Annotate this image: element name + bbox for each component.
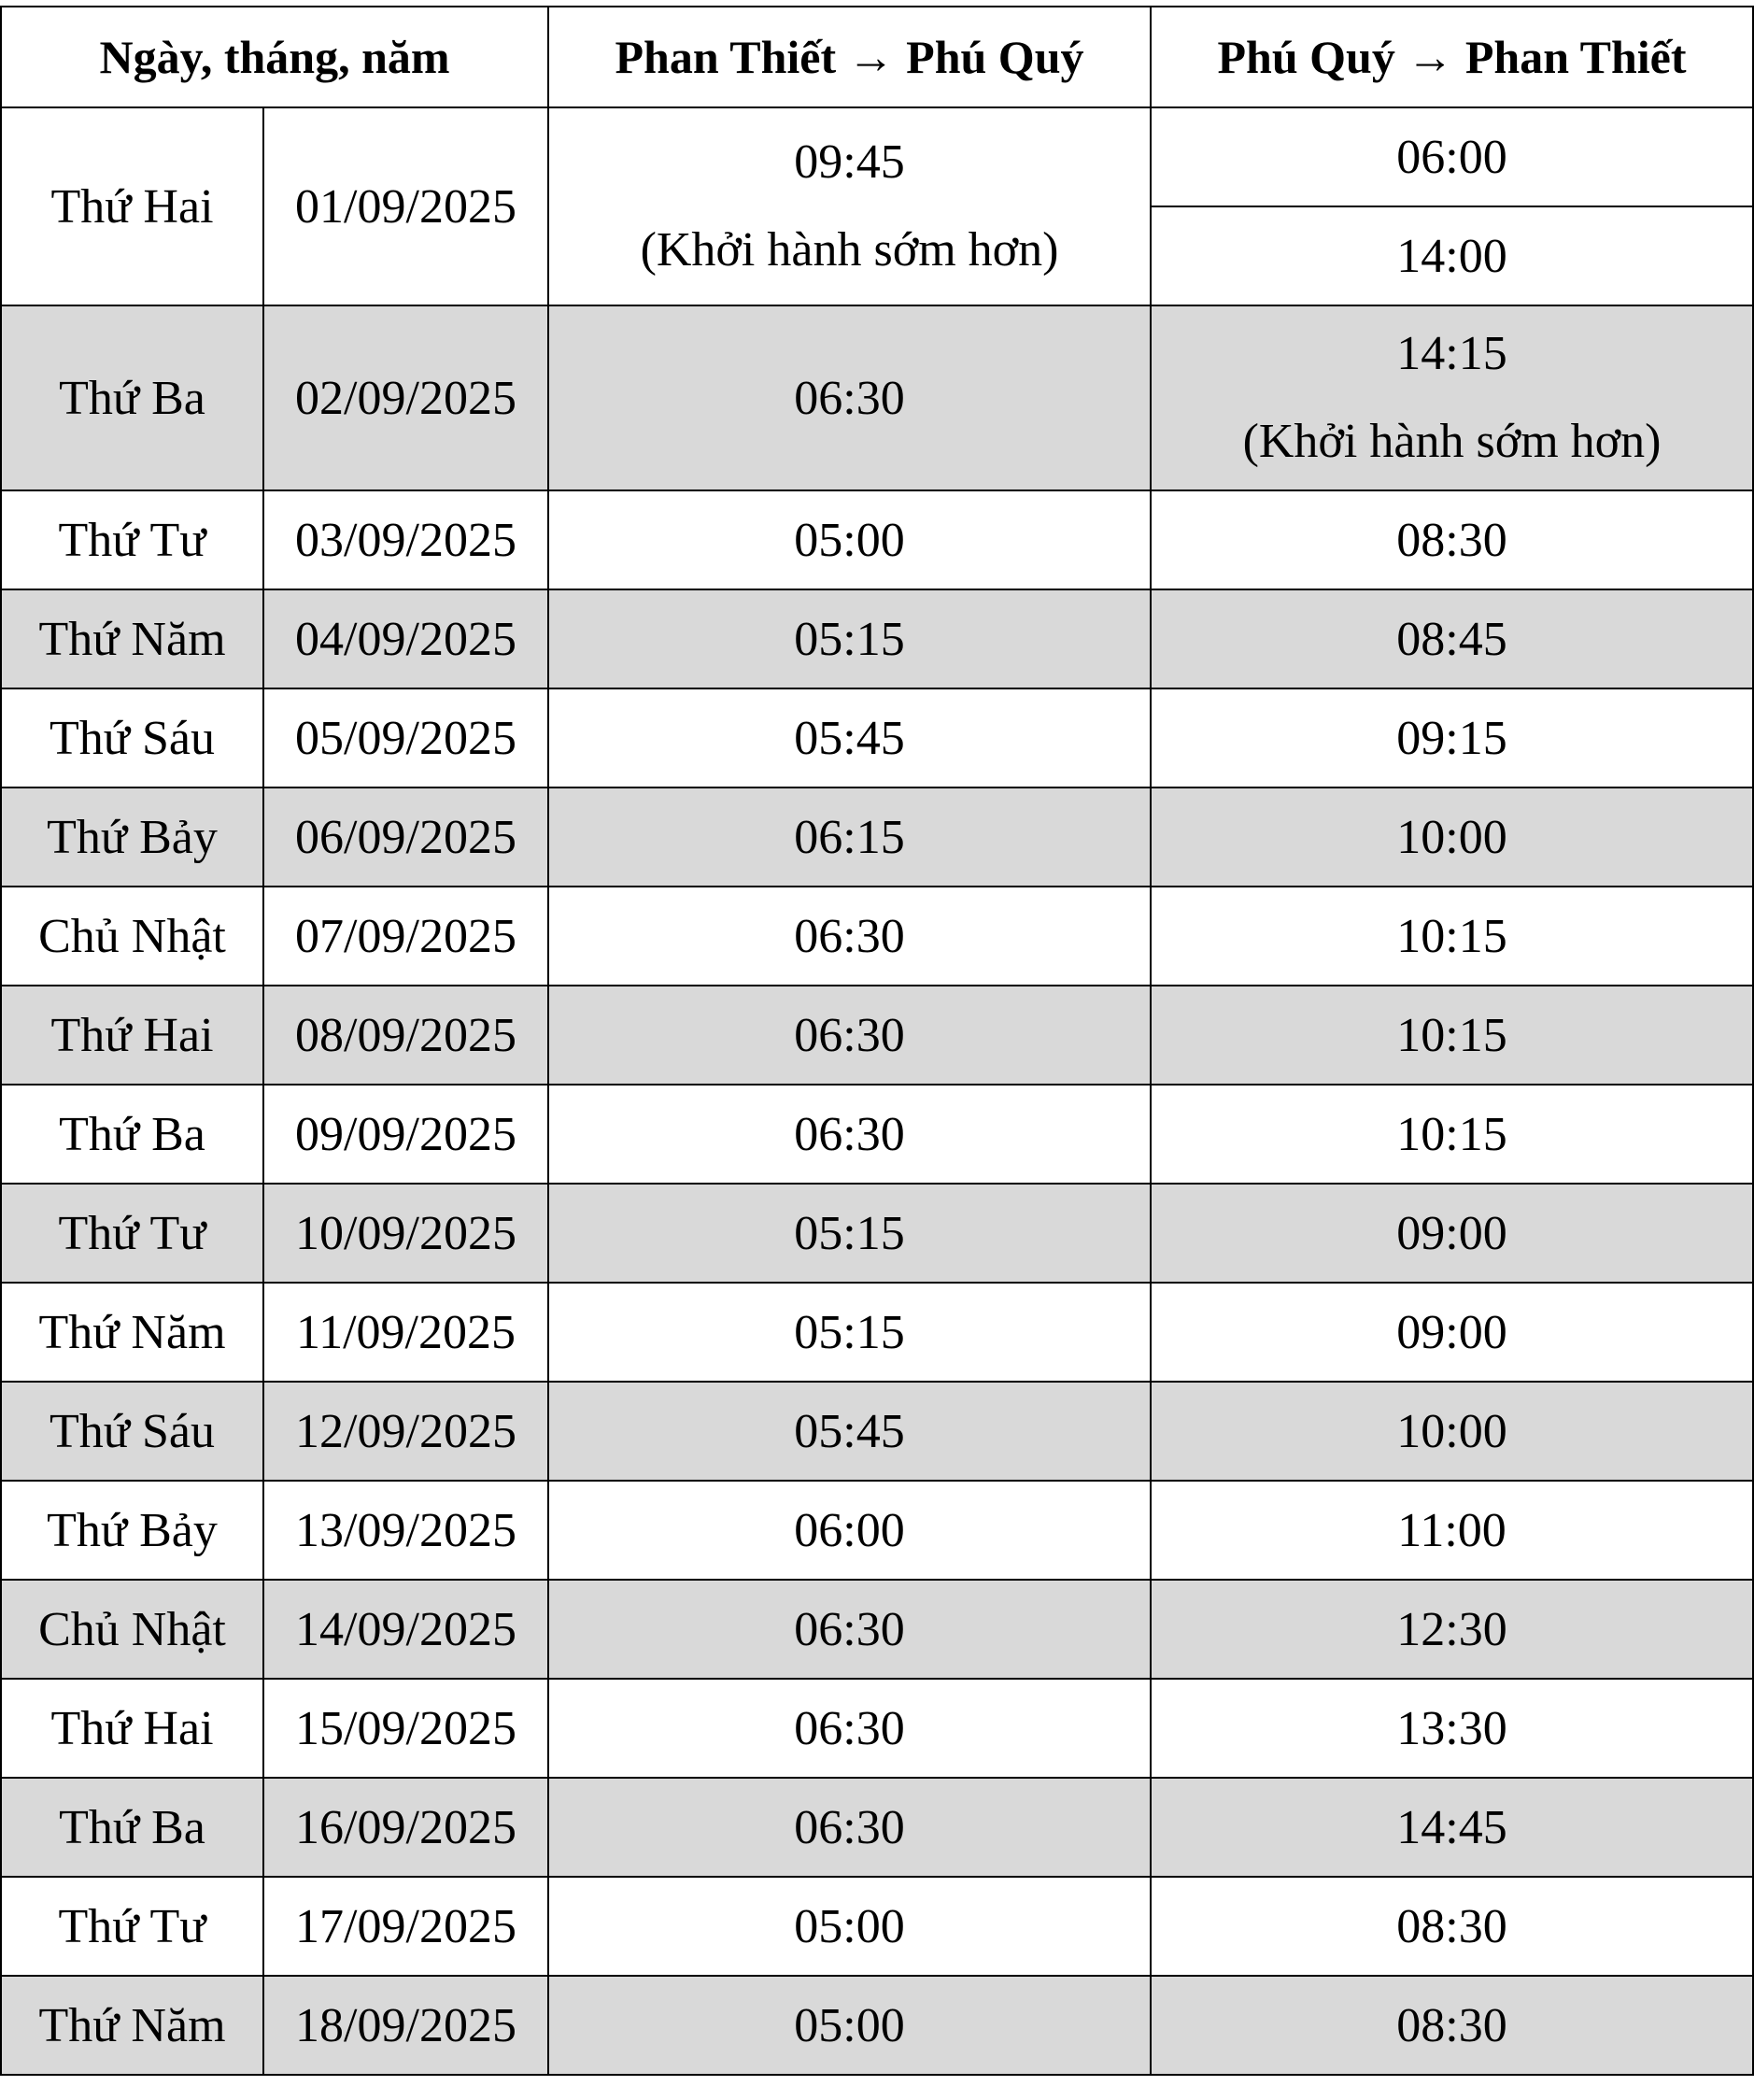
schedule-table [0,6,1754,2076]
outbound-cell: 06:15 [548,788,1151,887]
outbound-cell: 06:30 [548,305,1151,490]
table-row [1,1085,1753,1184]
header-outbound: Phan Thiết → Phú Quý [548,7,1151,107]
header-return: Phú Quý → Phan Thiết [1151,7,1753,107]
day-cell: Chủ Nhật [1,887,263,986]
date-cell: 03/09/2025 [263,490,548,589]
date-cell: 11/09/2025 [263,1283,548,1382]
date-cell: 18/09/2025 [263,1976,548,2075]
return-cell: 10:15 [1151,887,1753,986]
table-row [1,688,1753,788]
day-cell: Thứ Hai [1,986,263,1085]
date-cell: 06/09/2025 [263,788,548,887]
date-cell: 13/09/2025 [263,1481,548,1580]
return-time: 14:15 [1396,327,1507,380]
date-cell: 04/09/2025 [263,589,548,688]
return-cell: 13:30 [1151,1679,1753,1778]
outbound-cell: 06:30 [548,1778,1151,1877]
outbound-cell: 05:00 [548,490,1151,589]
date-cell: 10/09/2025 [263,1184,548,1283]
outbound-cell: 06:30 [548,986,1151,1085]
table-row [1,986,1753,1085]
day-cell: Thứ Bảy [1,1481,263,1580]
table-row [1,1481,1753,1580]
day-cell: Thứ Tư [1,490,263,589]
day-cell: Thứ Năm [1,589,263,688]
return-cell: 14:45 [1151,1778,1753,1877]
table-row [1,305,1753,490]
day-cell: Thứ Sáu [1,1382,263,1481]
table-row [1,589,1753,688]
return-cell [1151,305,1753,490]
day-cell: Thứ Ba [1,305,263,490]
date-cell: 07/09/2025 [263,887,548,986]
outbound-cell: 05:45 [548,1382,1151,1481]
date-cell: 16/09/2025 [263,1778,548,1877]
return-cell: 10:15 [1151,1085,1753,1184]
date-cell: 14/09/2025 [263,1580,548,1679]
table-row [1,887,1753,986]
date-cell: 02/09/2025 [263,305,548,490]
table-row [1,1976,1753,2075]
date-cell: 05/09/2025 [263,688,548,788]
header-date: Ngày, tháng, năm [1,7,548,107]
outbound-cell: 06:00 [548,1481,1151,1580]
day-cell: Chủ Nhật [1,1580,263,1679]
table-row [1,1778,1753,1877]
day-cell: Thứ Năm [1,1976,263,2075]
outbound-cell: 06:30 [548,1679,1151,1778]
outbound-cell: 05:15 [548,1184,1151,1283]
outbound-cell: 05:45 [548,688,1151,788]
outbound-cell: 06:30 [548,1085,1151,1184]
table-row [1,1382,1753,1481]
outbound-cell: 05:15 [548,589,1151,688]
date-cell: 08/09/2025 [263,986,548,1085]
return-cell: 14:00 [1151,206,1753,305]
date-cell: 01/09/2025 [263,107,548,305]
ferry-schedule [0,6,1752,2076]
return-cell: 08:30 [1151,1877,1753,1976]
day-cell: Thứ Bảy [1,788,263,887]
return-cell: 11:00 [1151,1481,1753,1580]
return-cell: 10:15 [1151,986,1753,1085]
table-row [1,107,1753,206]
day-cell: Thứ Năm [1,1283,263,1382]
outbound-note: (Khởi hành sớm hơn) [640,223,1059,277]
return-cell: 09:00 [1151,1283,1753,1382]
return-cell: 12:30 [1151,1580,1753,1679]
return-cell: 10:00 [1151,1382,1753,1481]
day-cell: Thứ Hai [1,1679,263,1778]
outbound-cell: 06:30 [548,887,1151,986]
header-row [1,7,1753,107]
table-row [1,1580,1753,1679]
date-cell: 17/09/2025 [263,1877,548,1976]
day-cell: Thứ Hai [1,107,263,305]
day-cell: Thứ Ba [1,1778,263,1877]
day-cell: Thứ Ba [1,1085,263,1184]
return-note: (Khởi hành sớm hơn) [1242,415,1662,468]
outbound-cell: 05:15 [548,1283,1151,1382]
return-cell: 09:15 [1151,688,1753,788]
return-cell: 08:30 [1151,1976,1753,2075]
date-cell: 12/09/2025 [263,1382,548,1481]
return-cell: 10:00 [1151,788,1753,887]
outbound-time: 09:45 [794,135,905,189]
day-cell: Thứ Sáu [1,688,263,788]
outbound-cell: 05:00 [548,1877,1151,1976]
return-cell: 09:00 [1151,1184,1753,1283]
table-row [1,1679,1753,1778]
date-cell: 15/09/2025 [263,1679,548,1778]
return-cell: 08:30 [1151,490,1753,589]
return-cell: 06:00 [1151,107,1753,206]
table-row [1,490,1753,589]
day-cell: Thứ Tư [1,1184,263,1283]
table-row [1,788,1753,887]
date-cell: 09/09/2025 [263,1085,548,1184]
outbound-cell: 06:30 [548,1580,1151,1679]
outbound-cell [548,107,1151,305]
return-cell: 08:45 [1151,589,1753,688]
outbound-cell: 05:00 [548,1976,1151,2075]
table-row [1,1283,1753,1382]
table-row [1,1184,1753,1283]
day-cell: Thứ Tư [1,1877,263,1976]
table-row [1,1877,1753,1976]
